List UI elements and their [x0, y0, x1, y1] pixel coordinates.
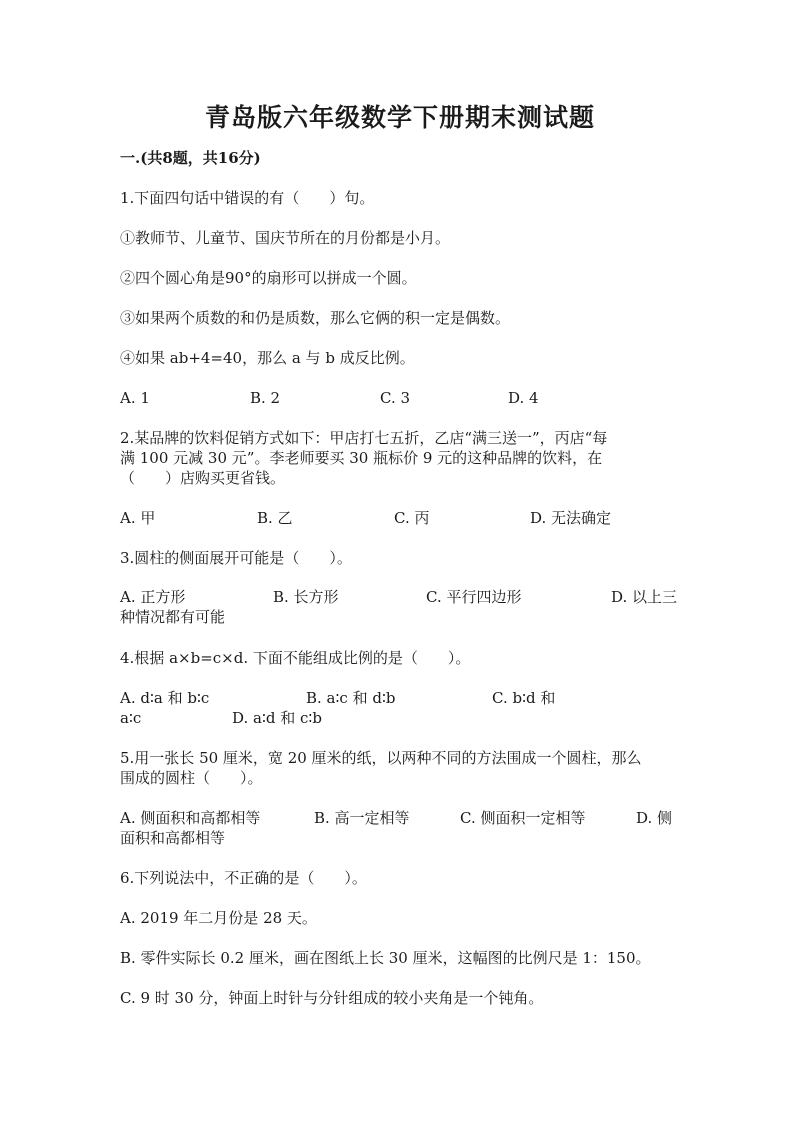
question-5-stem-line-1: 5.用一张长 50 厘米，宽 20 厘米的纸，以两种不同的方法围成一个圆柱，那么	[120, 749, 642, 767]
question-6-option-c: C. 9 时 30 分，钟面上时针与分针组成的较小夹角是一个钝角。	[120, 989, 544, 1007]
question-1-option-c: C. 3	[380, 389, 411, 407]
question-2-option-b: B. 乙	[257, 509, 293, 527]
page-title: 青岛版六年级数学下册期末测试题	[204, 103, 595, 132]
question-2-option-c: C. 丙	[394, 509, 430, 527]
question-1-statement-3: ③如果两个质数的和仍是质数，那么它俩的积一定是偶数。	[120, 309, 511, 327]
question-2-stem-line-2: 满 100 元减 30 元”。李老师要买 30 瓶标价 9 元的这种品牌的饮料，在	[120, 449, 603, 467]
question-2-stem-line-3: （ ）店购买更省钱。	[120, 469, 286, 487]
question-5-option-d: D. 侧	[636, 809, 673, 827]
question-5-option-b: B. 高一定相等	[314, 809, 410, 827]
question-1-option-b: B. 2	[250, 389, 281, 407]
question-1-stem: 1.下面四句话中错误的有（ ）句。	[120, 189, 375, 207]
question-3-option-d-continued: 种情况都有可能	[120, 608, 226, 626]
question-1-statement-4: ④如果 ab+4=40，那么 a 与 b 成反比例。	[120, 349, 415, 367]
question-1-option-d: D. 4	[508, 389, 539, 407]
question-5-option-c: C. 侧面积一定相等	[460, 809, 586, 827]
question-2-option-a: A. 甲	[120, 509, 156, 527]
question-4-stem: 4.根据 a×b=c×d. 下面不能组成比例的是（ ）。	[120, 649, 471, 667]
question-4-option-a: A. d∶a 和 b∶c	[120, 689, 210, 707]
question-2-stem-line-1: 2.某品牌的饮料促销方式如下：甲店打七五折，乙店“满三送一”，丙店“每	[120, 429, 608, 447]
question-5-option-d-continued: 面积和高都相等	[120, 829, 226, 847]
question-1-option-a: A. 1	[120, 389, 150, 407]
question-6-option-b: B. 零件实际长 0.2 厘米，画在图纸上长 30 厘米，这幅图的比例尺是 1：150。	[120, 949, 651, 967]
question-4-option-c: C. b∶d 和	[492, 689, 556, 707]
section-heading: 一.(共8题，共16分)	[120, 149, 261, 167]
question-4-option-c-continued: a∶c	[120, 709, 142, 727]
question-5-option-a: A. 侧面积和高都相等	[120, 809, 261, 827]
question-3-option-d: D. 以上三	[611, 588, 678, 606]
question-4-option-d: D. a∶d 和 c∶b	[232, 709, 322, 727]
question-6-option-a: A. 2019 年二月份是 28 天。	[120, 909, 317, 927]
question-3-option-a: A. 正方形	[120, 588, 186, 606]
question-6-stem: 6.下列说法中，不正确的是（ ）。	[120, 869, 367, 887]
question-1-statement-1: ①教师节、儿童节、国庆节所在的月份都是小月。	[120, 229, 451, 247]
question-3-option-b: B. 长方形	[273, 588, 339, 606]
question-3-stem: 3.圆柱的侧面展开可能是（ ）。	[120, 549, 352, 567]
question-1-statement-2: ②四个圆心角是90°的扇形可以拼成一个圆。	[120, 269, 417, 287]
question-2-option-d: D. 无法确定	[530, 509, 612, 527]
question-3-option-c: C. 平行四边形	[426, 588, 522, 606]
question-5-stem-line-2: 围成的圆柱（ ）。	[120, 769, 263, 787]
question-4-option-b: B. a∶c 和 d∶b	[306, 689, 396, 707]
